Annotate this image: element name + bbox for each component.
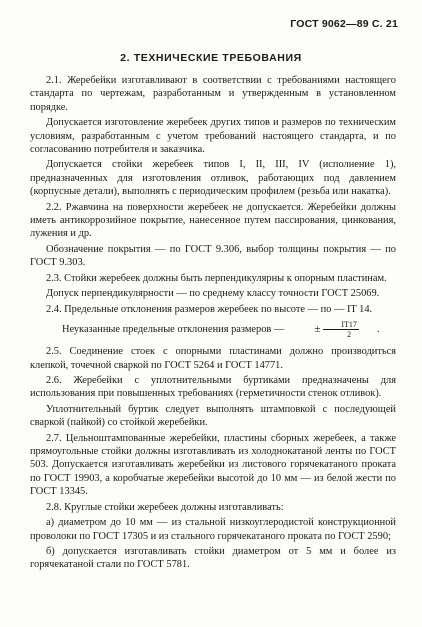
paragraph: Уплотнительный буртик следует выполнять штамповкой с последующей сваркой (пайкой) со стойкой жеребейки.	[30, 403, 396, 429]
paragraph: 2.2. Ржавчина на поверхности жеребеек не допускается. Жеребейки должны иметь антикоррозийное покрытие, нанесенное путем пассирования, цинкования, лужения и др.	[30, 201, 396, 240]
formula-period: .	[376, 323, 380, 335]
paragraph: 2.4. Предельные отклонения размеров жеребеек по высоте — по — IT 14.	[46, 303, 373, 315]
paragraph: Обозначение покрытия — по ГОСТ 9.306, выбор толщины покрытия — по ГОСТ 9.303.	[30, 243, 396, 269]
page-header: ГОСТ 9062—89 С. 21	[290, 18, 398, 30]
paragraph: 2.8. Круглые стойки жеребеек должны изготавливать:	[46, 501, 284, 513]
document-body	[30, 74, 396, 574]
tolerance-fraction	[298, 320, 379, 339]
paragraph: 2.6. Жеребейки с уплотнительными буртиками предназначены для использования при повышенных требованиях (герметичности стенок отливок).	[30, 375, 396, 400]
paragraph: Допуск перпендикулярности — по среднему классу точности ГОСТ 25069.	[46, 288, 380, 300]
plus-minus-sign: ±	[314, 322, 321, 335]
paragraph: 2.3. Стойки жеребеек должны быть перпендикулярны к опорным пластинам.	[46, 272, 387, 284]
paragraph: б) допускается изготавливать стойки диаметром от 5 мм и более из горячекатаной стали по ГОСТ 5781.	[30, 546, 396, 571]
tolerance-formula-line	[30, 320, 396, 339]
paragraph: 2.7. Цельноштампованные жеребейки, пластины сборных жеребеек, а также прямоугольные стойки должны изготавливать из холоднокатаной ленты по ГОСТ 503. Допускается изготавливать жеребейки из листового горячекатаного проката по ГОСТ 19903, а коробчатые жеребейки высотой до 10 мм — из белой жести по ГОСТ 13345.	[30, 432, 396, 498]
paragraph: 2.1. Жеребейки изготавливают в соответствии с требованиями настоящего стандарта по чертежам, разработанным и утвержденным в установленном порядке.	[30, 75, 396, 113]
fraction-denominator: 2	[347, 330, 352, 340]
paragraph: 2.5. Соединение стоек с опорными пластинами должно производиться клепкой, точечной сваркой по ГОСТ 5264 и ГОСТ 14771.	[30, 346, 396, 371]
paragraph: а) диаметром до 10 мм — из стальной низкоуглеродистой конструкционной проволоки по ГОСТ 17305 и из стального горячекатаного проката по ГОСТ 2590;	[30, 517, 396, 542]
formula-text: Неуказанные предельные отклонения размеров —	[62, 323, 285, 335]
fraction-numerator: IT17	[323, 320, 359, 330]
paragraph: Допускается стойки жеребеек типов I, II, III, IV (исполнение 1), предназначенных для изготовления отливок, работающих под давлением (корпусные детали), выполнять с периодическим профилем (резьба или накатка).	[30, 159, 396, 198]
section-title: 2. ТЕХНИЧЕСКИЕ ТРЕБОВАНИЯ	[120, 52, 302, 64]
paragraph: Допускается изготовление жеребеек других типов и размеров по техническим условиям, разработанным с учетом требований настоящего стандарта, и по согласованию потребителя и заказчика.	[30, 117, 396, 155]
